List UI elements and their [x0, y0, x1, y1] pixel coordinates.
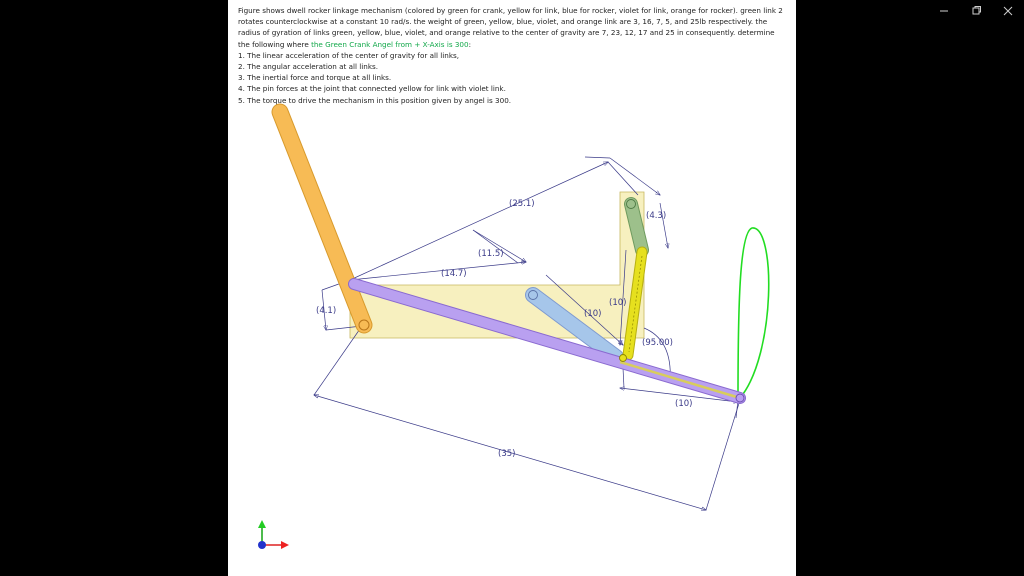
- problem-intro-end: :: [468, 39, 471, 49]
- linkage-diagram: [228, 100, 796, 576]
- problem-statement: [238, 5, 786, 106]
- minimize-icon: [939, 6, 949, 16]
- dim-label-10-b: (10): [584, 309, 602, 319]
- dim-ext-line: [623, 368, 624, 388]
- dim-label-14-7: (14.7): [441, 269, 467, 279]
- task-item: 1. The linear acceleration of the center of gravity for all links,: [238, 50, 460, 60]
- task-item: 5. The torque to drive the mechanism in this position given by angel is 300.: [238, 95, 512, 105]
- yellow-violet-overlap: [620, 362, 740, 398]
- task-item: 3. The inertial force and torque at all links.: [238, 73, 392, 83]
- violet-link-end-joint: [736, 394, 744, 402]
- maximize-button[interactable]: [960, 0, 992, 22]
- dim-line-4-3-b: [660, 203, 668, 248]
- crank-angle-highlight: the Green Crank Angel from + X-Axis is 300: [311, 39, 469, 49]
- coupler-trace-curve: [738, 228, 769, 398]
- dim-line-14-7: [350, 262, 526, 280]
- dim-label-25-1: (25.1): [509, 199, 535, 209]
- dim-ext-line: [608, 162, 638, 195]
- dim-label-10-a: (10): [609, 298, 627, 308]
- dim-label-10-c: (10): [675, 399, 693, 409]
- minimize-button[interactable]: [928, 0, 960, 22]
- dim-label-95: (95.00): [642, 338, 673, 348]
- dim-line-4-3: [610, 158, 660, 195]
- problem-intro: [238, 5, 786, 50]
- dim-label-4-1: (4.1): [316, 306, 337, 316]
- blue-rocker-pivot: [529, 291, 538, 300]
- orange-rocker-pivot: [359, 320, 369, 330]
- dim-ext-line: [585, 157, 610, 158]
- close-icon: [1003, 6, 1013, 16]
- dim-ext-line: [706, 400, 740, 510]
- dim-line-25-1: [350, 162, 608, 280]
- task-item: 4. The pin forces at the joint that connected yellow for link with violet link.: [238, 84, 506, 94]
- yellow-violet-joint: [620, 355, 627, 362]
- window-controls: [928, 0, 1024, 22]
- dim-label-35: (35): [498, 449, 516, 459]
- document-panel: [228, 0, 796, 576]
- task-list: [238, 50, 786, 106]
- restore-icon: [971, 6, 981, 16]
- task-item: 2. The angular acceleration at all links.: [238, 62, 379, 72]
- green-crank-pivot: [627, 200, 636, 209]
- problem-intro-text: Figure shows dwell rocker linkage mechanism (colored by green for crank, yellow for link, blue for rocker, violet for link, orange for rocker). green link 2 rotates counterclockwise at a constant 10 rad/s. the weight of green, yellow, blue, violet, and orange link are 3, 16, 7, 5, and 25lb respectively. the radius of gyration of links green, yellow, blue, violet, and orange relative to the center of gravity are 7, 23, 12, 17 and 25 in consequently. determine the following where: [238, 6, 783, 49]
- dim-label-11-5: (11.5): [478, 249, 504, 259]
- close-button[interactable]: [992, 0, 1024, 22]
- dim-label-4-3: (4.3): [646, 211, 667, 221]
- coordinate-axis-icon: [258, 520, 289, 549]
- dim-ext-line: [314, 326, 362, 395]
